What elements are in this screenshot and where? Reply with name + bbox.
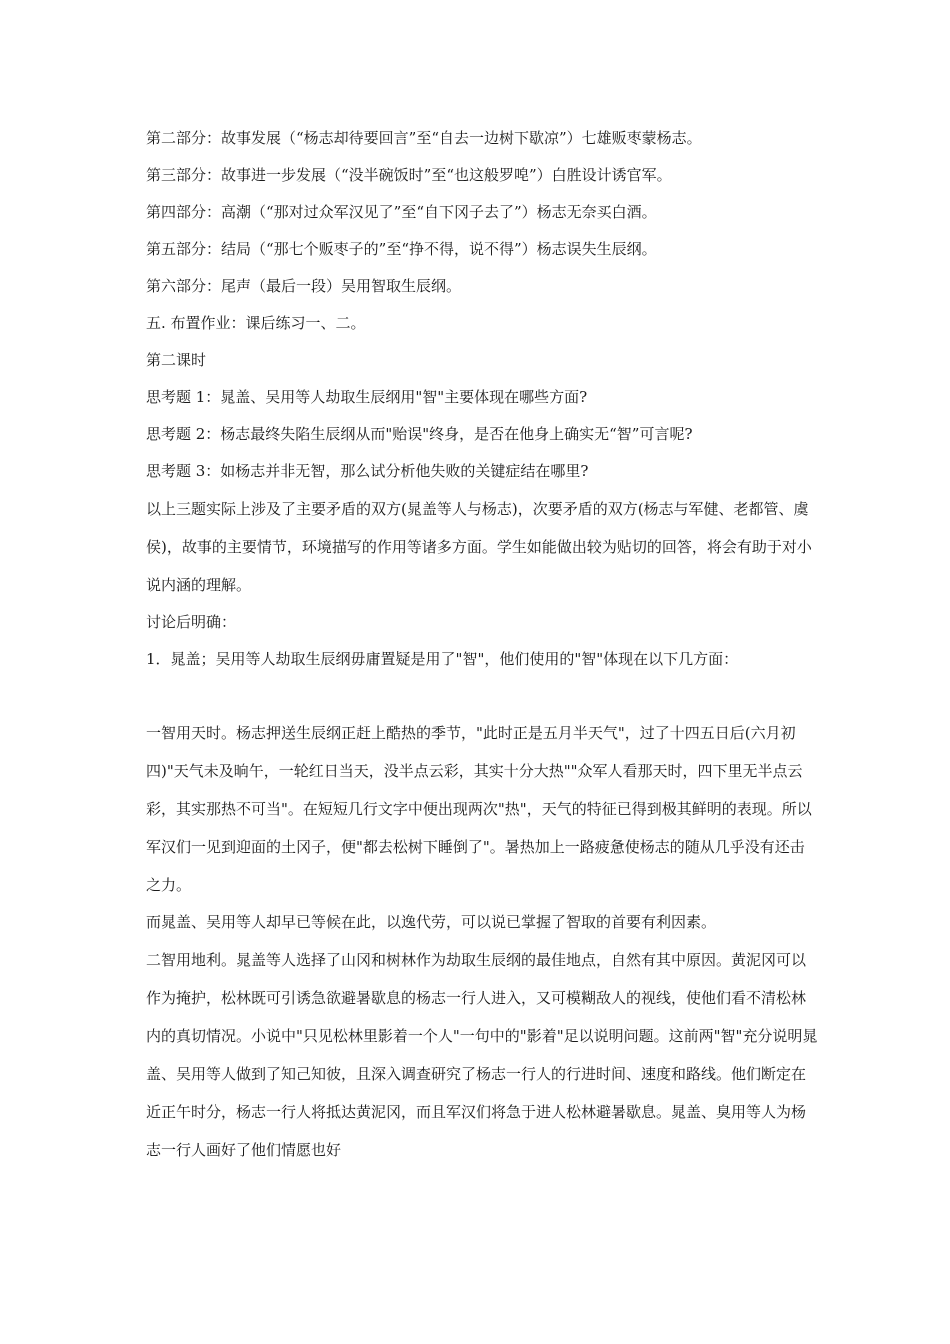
yidai-line: 而晁盖、吴用等人却早已等候在此，以逸代劳，可以说已掌握了智取的首要有利因素。 — [146, 913, 717, 931]
part-six-line: 第六部分：尾声（最后一段）吴用智取生辰纲。 — [146, 277, 462, 295]
blank-gap — [146, 678, 818, 714]
homework-line: 五. 布置作业：课后练习一、二。 — [146, 314, 366, 332]
discussion-label: 讨论后明确： — [146, 613, 237, 631]
dili-paragraph: 二智用地利。晁盖等人选择了山冈和树林作为劫取生辰纲的最佳地点，自然有其中原因。黄泥冈可以作为掩护，松林既可引诱急欲避暑歇息的杨志一行人进入，又可模糊敌人的视线，使他们看不清松林内的真切情况。小说中"只见松林里影着一个人"一句中的"影着"足以说明问题。这前两"智"充分说明晁盖、吴用等人做到了知己知彼，且深入调查研究了杨志一行人的行进时间、速度和路线。他们断定在近正午时分，杨志一行人将抵达黄泥冈，而且军汉们将急于进人松林避暑歇息。晁盖、臭用等人为杨志一行人画好了他们情愿也好 — [146, 951, 818, 1159]
point-one-line: 1．晁盖；吴用等人劫取生辰纲毋庸置疑是用了"智"，他们使用的"智"体现在以下几方面： — [146, 650, 739, 668]
part-four-line: 第四部分：高潮（“那对过众军汉见了”至“自下冈子去了”）杨志无奈买白酒。 — [146, 203, 657, 221]
question-two: 思考题 2：杨志最终失陷生辰纲从而"贻误"终身，是否在他身上确实无“智”可言呢? — [146, 425, 693, 443]
part-three-line: 第三部分：故事进一步发展（“没半碗饭时”至“也这般罗唣”）白胜设计诱官军。 — [146, 166, 672, 184]
second-lesson-heading: 第二课时 — [146, 351, 207, 369]
summary-paragraph: 以上三题实际上涉及了主要矛盾的双方(晁盖等人与杨志)，次要矛盾的双方(杨志与军健、老都管、虞侯)，故事的主要情节，环境描写的作用等诸多方面。学生如能做出较为贴切的回答，将会有助于对小说内涵的理解。 — [146, 500, 812, 594]
part-two-line: 第二部分：故事发展（“杨志却待要回言”至“自去一边树下歇凉”）七雄贩枣蒙杨志。 — [146, 129, 702, 147]
tianshi-paragraph: 一智用天时。杨志押送生辰纲正赶上酷热的季节，"此时正是五月半天气"，过了十四五日后(六月初四)"天气未及晌午，一轮红日当天，没半点云彩，其实十分大热""众军人看那天时，四下里无半点云彩，其实那热不可当"。在短短几行文字中便出现两次"热"，天气的特征已得到极其鲜明的表现。所以军汉们一见到迎面的土冈子，便"都去松树下睡倒了"。暑热加上一路疲惫使杨志的随从几乎没有还击之力。 — [146, 724, 812, 894]
question-one: 思考题 1：晁盖、吴用等人劫取生辰纲用"智"主要体现在哪些方面? — [146, 388, 588, 406]
part-five-line: 第五部分：结局（“那七个贩枣子的”至“挣不得，说不得”）杨志误失生辰纲。 — [146, 240, 657, 258]
question-three: 思考题 3：如杨志并非无智，那么试分析他失败的关键症结在哪里? — [146, 462, 589, 480]
document-page — [146, 120, 818, 1169]
